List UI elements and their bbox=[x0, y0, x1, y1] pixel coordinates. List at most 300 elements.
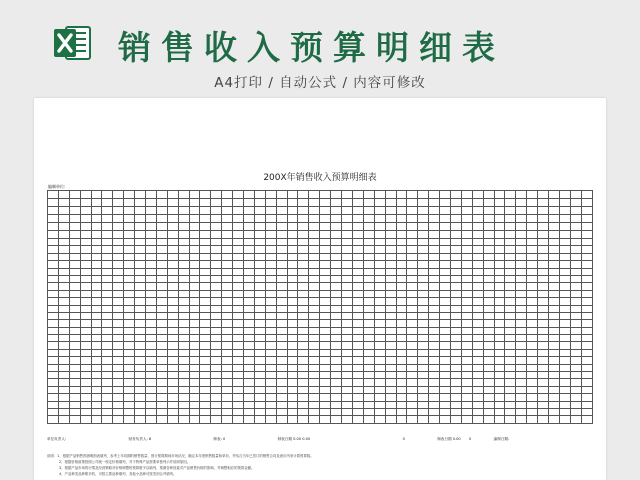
table-cell bbox=[538, 231, 549, 239]
table-cell bbox=[211, 305, 222, 312]
table-cell bbox=[254, 327, 265, 334]
table-cell bbox=[472, 349, 483, 356]
table-cell bbox=[91, 207, 102, 215]
table-cell bbox=[287, 191, 298, 199]
table-cell bbox=[450, 268, 461, 275]
table-row bbox=[48, 312, 593, 319]
table-cell bbox=[102, 268, 113, 275]
table-cell bbox=[494, 379, 505, 386]
table-cell bbox=[146, 290, 157, 297]
table-cell bbox=[298, 386, 309, 393]
table-cell bbox=[450, 357, 461, 364]
table-cell bbox=[570, 239, 581, 246]
table-cell bbox=[429, 401, 440, 408]
table-cell bbox=[200, 199, 211, 207]
table-cell bbox=[581, 261, 592, 268]
table-cell bbox=[429, 246, 440, 253]
table-cell bbox=[265, 223, 276, 231]
table-cell bbox=[516, 215, 527, 223]
table-cell bbox=[407, 327, 418, 334]
table-cell bbox=[505, 401, 516, 408]
table-cell bbox=[429, 416, 440, 423]
table-cell bbox=[374, 416, 385, 423]
table-cell bbox=[80, 364, 91, 371]
table-cell bbox=[429, 379, 440, 386]
table-cell bbox=[276, 298, 287, 305]
table-row bbox=[48, 246, 593, 253]
table-cell bbox=[494, 223, 505, 231]
table-cell bbox=[570, 199, 581, 207]
table-cell bbox=[570, 416, 581, 423]
table-cell bbox=[352, 275, 363, 282]
table-cell bbox=[570, 364, 581, 371]
table-cell bbox=[342, 349, 353, 356]
table-cell bbox=[352, 191, 363, 199]
table-cell bbox=[222, 239, 233, 246]
table-cell bbox=[483, 199, 494, 207]
table-cell bbox=[527, 191, 538, 199]
table-cell bbox=[135, 394, 146, 401]
table-cell bbox=[265, 342, 276, 349]
table-cell bbox=[385, 320, 396, 327]
table-cell bbox=[102, 290, 113, 297]
table-cell bbox=[91, 298, 102, 305]
table-cell bbox=[69, 207, 80, 215]
table-cell bbox=[472, 312, 483, 319]
table-cell bbox=[505, 305, 516, 312]
table-cell bbox=[581, 342, 592, 349]
table-cell bbox=[102, 312, 113, 319]
table-cell bbox=[538, 239, 549, 246]
table-cell bbox=[494, 364, 505, 371]
table-cell bbox=[102, 335, 113, 342]
table-cell bbox=[538, 342, 549, 349]
table-cell bbox=[113, 275, 124, 282]
notes-section bbox=[47, 453, 593, 477]
table-cell bbox=[320, 215, 331, 223]
table-cell bbox=[244, 416, 255, 423]
table-cell bbox=[124, 349, 135, 356]
table-cell bbox=[440, 386, 451, 393]
table-cell bbox=[320, 401, 331, 408]
table-cell bbox=[265, 275, 276, 282]
table-cell bbox=[407, 283, 418, 290]
table-cell bbox=[156, 283, 167, 290]
table-cell bbox=[440, 357, 451, 364]
table-row bbox=[48, 394, 593, 401]
table-cell bbox=[396, 253, 407, 260]
table-cell bbox=[200, 261, 211, 268]
table-row bbox=[48, 364, 593, 371]
table-cell bbox=[211, 408, 222, 415]
table-cell bbox=[461, 408, 472, 415]
table-cell bbox=[374, 199, 385, 207]
table-cell bbox=[483, 305, 494, 312]
note-3: 3、根据产品市场的行情及经营策略对价格调整的预算数予以填列，预测各种因素对产品销售价格的影响，并调整相应的预算金额。 bbox=[59, 466, 255, 470]
table-cell bbox=[320, 335, 331, 342]
table-cell bbox=[342, 342, 353, 349]
table-cell bbox=[440, 199, 451, 207]
table-cell bbox=[450, 283, 461, 290]
table-cell bbox=[178, 231, 189, 239]
table-cell bbox=[211, 386, 222, 393]
table-cell bbox=[418, 199, 429, 207]
table-cell bbox=[472, 283, 483, 290]
table-cell bbox=[178, 372, 189, 379]
table-cell bbox=[429, 372, 440, 379]
table-cell bbox=[472, 298, 483, 305]
table-cell bbox=[342, 327, 353, 334]
table-cell bbox=[189, 364, 200, 371]
table-cell bbox=[124, 231, 135, 239]
table-cell bbox=[331, 312, 342, 319]
table-cell bbox=[200, 372, 211, 379]
table-cell bbox=[276, 231, 287, 239]
table-cell bbox=[374, 215, 385, 223]
table-cell bbox=[48, 215, 59, 223]
table-cell bbox=[102, 305, 113, 312]
table-cell bbox=[178, 386, 189, 393]
table-cell bbox=[581, 312, 592, 319]
table-cell bbox=[58, 327, 69, 334]
table-cell bbox=[156, 416, 167, 423]
table-cell bbox=[91, 364, 102, 371]
table-cell bbox=[156, 364, 167, 371]
table-cell bbox=[559, 239, 570, 246]
table-cell bbox=[538, 199, 549, 207]
table-cell bbox=[505, 349, 516, 356]
table-cell bbox=[331, 335, 342, 342]
table-cell bbox=[407, 215, 418, 223]
table-cell bbox=[374, 379, 385, 386]
table-cell bbox=[276, 275, 287, 282]
table-cell bbox=[548, 268, 559, 275]
table-cell bbox=[309, 401, 320, 408]
table-cell bbox=[570, 253, 581, 260]
table-cell bbox=[527, 290, 538, 297]
table-cell bbox=[298, 305, 309, 312]
table-cell bbox=[548, 275, 559, 282]
table-cell bbox=[494, 199, 505, 207]
table-cell bbox=[407, 298, 418, 305]
table-cell bbox=[244, 335, 255, 342]
table-cell bbox=[167, 246, 178, 253]
table-cell bbox=[429, 386, 440, 393]
table-cell bbox=[113, 394, 124, 401]
table-cell bbox=[233, 231, 244, 239]
table-cell bbox=[156, 290, 167, 297]
table-cell bbox=[124, 268, 135, 275]
table-cell bbox=[167, 320, 178, 327]
table-cell bbox=[254, 312, 265, 319]
table-cell bbox=[135, 312, 146, 319]
table-cell bbox=[146, 283, 157, 290]
table-cell bbox=[374, 246, 385, 253]
table-cell bbox=[200, 379, 211, 386]
table-cell bbox=[527, 408, 538, 415]
table-cell bbox=[156, 379, 167, 386]
table-cell bbox=[450, 408, 461, 415]
table-cell bbox=[407, 386, 418, 393]
table-cell bbox=[91, 231, 102, 239]
table-cell bbox=[581, 268, 592, 275]
table-cell bbox=[113, 327, 124, 334]
table-cell bbox=[472, 364, 483, 371]
table-cell bbox=[374, 275, 385, 282]
table-cell bbox=[440, 290, 451, 297]
table-cell bbox=[167, 305, 178, 312]
table-cell bbox=[69, 335, 80, 342]
table-cell bbox=[178, 207, 189, 215]
table-cell bbox=[124, 312, 135, 319]
table-cell bbox=[527, 283, 538, 290]
table-cell bbox=[211, 231, 222, 239]
table-cell bbox=[494, 268, 505, 275]
table-cell bbox=[483, 386, 494, 393]
table-cell bbox=[483, 283, 494, 290]
table-cell bbox=[342, 191, 353, 199]
table-cell bbox=[363, 275, 374, 282]
table-cell bbox=[570, 268, 581, 275]
table-cell bbox=[331, 261, 342, 268]
table-cell bbox=[156, 401, 167, 408]
table-cell bbox=[178, 349, 189, 356]
table-cell bbox=[298, 268, 309, 275]
table-cell bbox=[222, 416, 233, 423]
table-cell bbox=[418, 305, 429, 312]
table-cell bbox=[244, 275, 255, 282]
table-cell bbox=[505, 191, 516, 199]
table-cell bbox=[80, 305, 91, 312]
table-cell bbox=[363, 261, 374, 268]
table-cell bbox=[189, 215, 200, 223]
table-cell bbox=[113, 239, 124, 246]
table-cell bbox=[581, 327, 592, 334]
table-cell bbox=[222, 320, 233, 327]
table-cell bbox=[472, 275, 483, 282]
table-cell bbox=[374, 298, 385, 305]
table-cell bbox=[167, 349, 178, 356]
table-cell bbox=[211, 401, 222, 408]
table-cell bbox=[548, 231, 559, 239]
table-row bbox=[48, 408, 593, 415]
table-cell bbox=[472, 379, 483, 386]
table-cell bbox=[363, 320, 374, 327]
table-cell bbox=[91, 401, 102, 408]
table-cell bbox=[124, 207, 135, 215]
table-cell bbox=[548, 239, 559, 246]
table-cell bbox=[244, 394, 255, 401]
table-cell bbox=[581, 215, 592, 223]
table-cell bbox=[559, 283, 570, 290]
table-cell bbox=[505, 231, 516, 239]
table-cell bbox=[374, 283, 385, 290]
table-cell bbox=[156, 253, 167, 260]
table-cell bbox=[48, 408, 59, 415]
table-cell bbox=[570, 223, 581, 231]
table-cell bbox=[276, 372, 287, 379]
table-cell bbox=[48, 372, 59, 379]
table-cell bbox=[167, 283, 178, 290]
table-cell bbox=[461, 372, 472, 379]
table-cell bbox=[80, 290, 91, 297]
table-cell bbox=[48, 394, 59, 401]
table-cell bbox=[505, 290, 516, 297]
table-cell bbox=[48, 199, 59, 207]
table-cell bbox=[450, 342, 461, 349]
table-cell bbox=[352, 312, 363, 319]
table-row bbox=[48, 416, 593, 423]
table-cell bbox=[331, 298, 342, 305]
table-cell bbox=[374, 364, 385, 371]
table-cell bbox=[320, 305, 331, 312]
table-cell bbox=[440, 305, 451, 312]
table-cell bbox=[494, 349, 505, 356]
table-cell bbox=[69, 327, 80, 334]
table-cell bbox=[233, 283, 244, 290]
table-cell bbox=[407, 223, 418, 231]
table-cell bbox=[581, 320, 592, 327]
table-cell bbox=[309, 290, 320, 297]
table-cell bbox=[352, 349, 363, 356]
table-cell bbox=[342, 261, 353, 268]
table-cell bbox=[178, 342, 189, 349]
table-cell bbox=[156, 207, 167, 215]
table-cell bbox=[222, 342, 233, 349]
table-cell bbox=[48, 246, 59, 253]
table-cell bbox=[450, 349, 461, 356]
table-cell bbox=[429, 199, 440, 207]
table-cell bbox=[309, 379, 320, 386]
table-cell bbox=[429, 261, 440, 268]
table-cell bbox=[374, 408, 385, 415]
table-cell bbox=[331, 231, 342, 239]
table-cell bbox=[80, 261, 91, 268]
table-cell bbox=[505, 372, 516, 379]
table-cell bbox=[135, 357, 146, 364]
table-cell bbox=[265, 312, 276, 319]
table-cell bbox=[167, 275, 178, 282]
table-cell bbox=[570, 386, 581, 393]
table-cell bbox=[440, 239, 451, 246]
table-cell bbox=[58, 275, 69, 282]
table-cell bbox=[352, 305, 363, 312]
table-cell bbox=[538, 372, 549, 379]
footer-cost2: 0.00 bbox=[302, 437, 311, 441]
table-cell bbox=[538, 320, 549, 327]
table-cell bbox=[385, 275, 396, 282]
table-cell bbox=[80, 342, 91, 349]
table-cell bbox=[124, 199, 135, 207]
table-cell bbox=[222, 394, 233, 401]
table-cell bbox=[374, 312, 385, 319]
table-cell bbox=[559, 275, 570, 282]
table-cell bbox=[429, 342, 440, 349]
table-cell bbox=[189, 275, 200, 282]
table-cell bbox=[113, 261, 124, 268]
table-cell bbox=[494, 290, 505, 297]
table-cell bbox=[494, 342, 505, 349]
table-cell bbox=[450, 246, 461, 253]
table-cell bbox=[113, 199, 124, 207]
sheet-title: 200X年销售收入预算明细表 bbox=[263, 173, 377, 183]
table-cell bbox=[167, 298, 178, 305]
table-cell bbox=[48, 342, 59, 349]
table-cell bbox=[450, 320, 461, 327]
table-cell bbox=[48, 416, 59, 423]
table-cell bbox=[461, 191, 472, 199]
table-row bbox=[48, 261, 593, 268]
table-cell bbox=[113, 386, 124, 393]
table-cell bbox=[287, 223, 298, 231]
table-cell bbox=[69, 199, 80, 207]
table-cell bbox=[276, 349, 287, 356]
table-cell bbox=[440, 268, 451, 275]
table-cell bbox=[559, 394, 570, 401]
table-cell bbox=[276, 305, 287, 312]
table-cell bbox=[113, 298, 124, 305]
table-cell bbox=[374, 191, 385, 199]
table-cell bbox=[309, 223, 320, 231]
table-cell bbox=[254, 298, 265, 305]
table-cell bbox=[538, 416, 549, 423]
table-cell bbox=[363, 349, 374, 356]
table-cell bbox=[309, 364, 320, 371]
table-cell bbox=[48, 305, 59, 312]
table-cell bbox=[331, 401, 342, 408]
table-cell bbox=[385, 215, 396, 223]
table-cell bbox=[124, 372, 135, 379]
table-cell bbox=[91, 246, 102, 253]
table-cell bbox=[189, 223, 200, 231]
table-cell bbox=[559, 416, 570, 423]
table-cell bbox=[80, 349, 91, 356]
table-cell bbox=[363, 386, 374, 393]
table-cell bbox=[48, 275, 59, 282]
table-cell bbox=[450, 207, 461, 215]
table-cell bbox=[472, 215, 483, 223]
table-cell bbox=[91, 290, 102, 297]
table-cell bbox=[559, 364, 570, 371]
table-cell bbox=[352, 357, 363, 364]
table-cell bbox=[320, 327, 331, 334]
table-cell bbox=[418, 394, 429, 401]
table-cell bbox=[505, 386, 516, 393]
table-cell bbox=[124, 320, 135, 327]
table-cell bbox=[244, 408, 255, 415]
table-cell bbox=[156, 327, 167, 334]
table-cell bbox=[244, 305, 255, 312]
table-cell bbox=[146, 199, 157, 207]
table-cell bbox=[80, 207, 91, 215]
table-cell bbox=[418, 275, 429, 282]
table-cell bbox=[102, 199, 113, 207]
table-cell bbox=[167, 335, 178, 342]
table-cell bbox=[287, 290, 298, 297]
table-cell bbox=[254, 191, 265, 199]
table-cell bbox=[461, 253, 472, 260]
table-cell bbox=[494, 401, 505, 408]
table-cell bbox=[69, 372, 80, 379]
table-cell bbox=[178, 199, 189, 207]
table-cell bbox=[385, 261, 396, 268]
table-cell bbox=[385, 223, 396, 231]
table-cell bbox=[265, 349, 276, 356]
table-cell bbox=[69, 379, 80, 386]
table-cell bbox=[222, 215, 233, 223]
table-cell bbox=[80, 379, 91, 386]
table-cell bbox=[516, 335, 527, 342]
